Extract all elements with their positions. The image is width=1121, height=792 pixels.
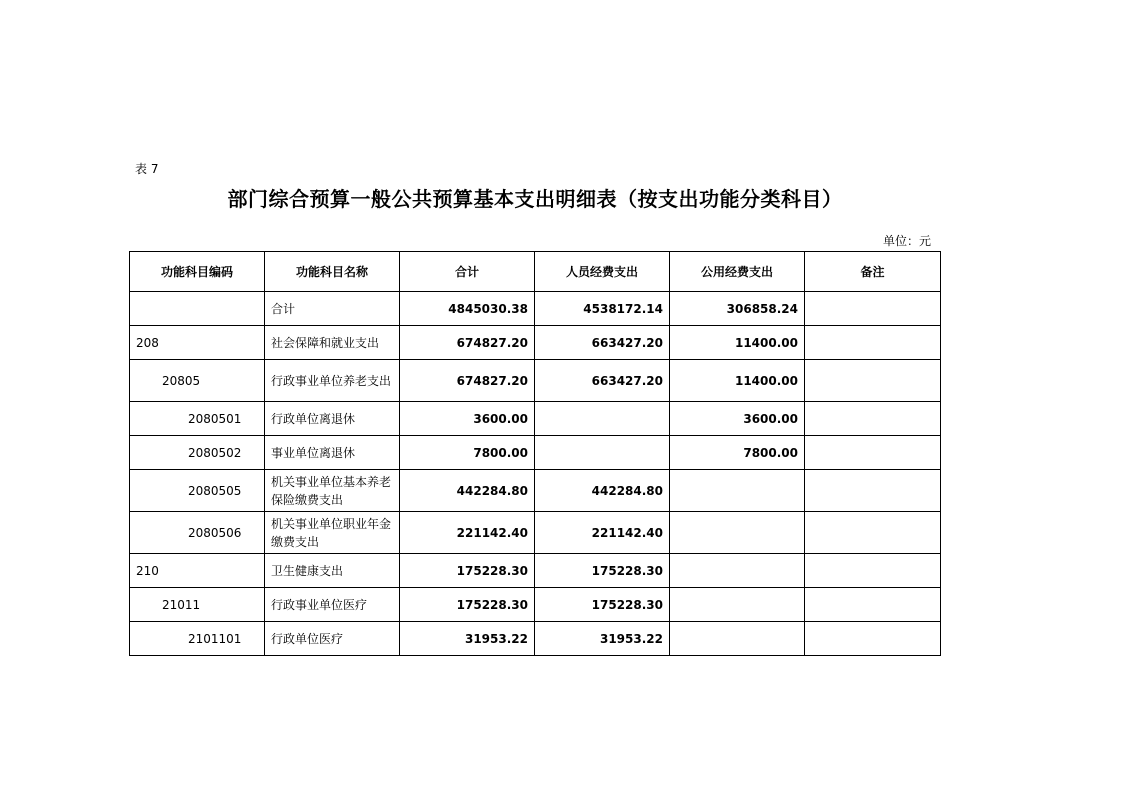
row-note xyxy=(805,588,941,622)
row-name: 行政单位离退休 xyxy=(265,402,400,436)
column-header-total: 合计 xyxy=(400,252,535,292)
row-code: 20805 xyxy=(130,360,265,402)
row-personnel xyxy=(535,436,670,470)
row-name: 合计 xyxy=(265,292,400,326)
table-header-row xyxy=(130,252,941,292)
row-code: 21011 xyxy=(130,588,265,622)
row-note xyxy=(805,470,941,512)
row-note xyxy=(805,436,941,470)
row-note xyxy=(805,292,941,326)
table-row xyxy=(130,360,941,402)
row-personnel: 221142.40 xyxy=(535,512,670,554)
row-total: 175228.30 xyxy=(400,588,535,622)
row-name: 事业单位离退休 xyxy=(265,436,400,470)
row-code: 2080506 xyxy=(130,512,265,554)
row-note xyxy=(805,554,941,588)
row-total: 31953.22 xyxy=(400,622,535,656)
row-name: 社会保障和就业支出 xyxy=(265,326,400,360)
row-code: 2101101 xyxy=(130,622,265,656)
row-note xyxy=(805,326,941,360)
row-code: 2080502 xyxy=(130,436,265,470)
row-name: 机关事业单位职业年金缴费支出 xyxy=(265,512,400,554)
row-public xyxy=(670,554,805,588)
row-total: 175228.30 xyxy=(400,554,535,588)
row-public: 306858.24 xyxy=(670,292,805,326)
row-total: 7800.00 xyxy=(400,436,535,470)
row-note xyxy=(805,402,941,436)
row-public: 3600.00 xyxy=(670,402,805,436)
table-row-total xyxy=(130,292,941,326)
unit-label: 单位：元 xyxy=(882,234,931,248)
row-note xyxy=(805,622,941,656)
row-total: 221142.40 xyxy=(400,512,535,554)
budget-detail-table xyxy=(129,251,941,656)
row-total: 3600.00 xyxy=(400,402,535,436)
row-code: 210 xyxy=(130,554,265,588)
row-personnel: 175228.30 xyxy=(535,588,670,622)
table-row xyxy=(130,402,941,436)
table-row xyxy=(130,470,941,512)
row-public xyxy=(670,622,805,656)
row-code xyxy=(130,292,265,326)
table-row xyxy=(130,512,941,554)
column-header-name: 功能科目名称 xyxy=(265,252,400,292)
row-total: 4845030.38 xyxy=(400,292,535,326)
row-name: 卫生健康支出 xyxy=(265,554,400,588)
row-personnel: 4538172.14 xyxy=(535,292,670,326)
table-row xyxy=(130,622,941,656)
row-personnel: 442284.80 xyxy=(535,470,670,512)
row-note xyxy=(805,360,941,402)
table-row xyxy=(130,554,941,588)
row-name: 行政事业单位医疗 xyxy=(265,588,400,622)
column-header-public: 公用经费支出 xyxy=(670,252,805,292)
row-total: 674827.20 xyxy=(400,326,535,360)
row-public xyxy=(670,588,805,622)
row-code: 208 xyxy=(130,326,265,360)
row-personnel: 663427.20 xyxy=(535,360,670,402)
row-total: 442284.80 xyxy=(400,470,535,512)
row-public: 11400.00 xyxy=(670,326,805,360)
document-title: 部门综合预算一般公共预算基本支出明细表（按支出功能分类科目） xyxy=(227,187,843,211)
column-header-code: 功能科目编码 xyxy=(130,252,265,292)
row-name: 机关事业单位基本养老保险缴费支出 xyxy=(265,470,400,512)
row-personnel: 175228.30 xyxy=(535,554,670,588)
row-code: 2080505 xyxy=(130,470,265,512)
table-number-label: 表 7 xyxy=(135,162,159,176)
table-row xyxy=(130,588,941,622)
row-personnel: 663427.20 xyxy=(535,326,670,360)
row-public xyxy=(670,512,805,554)
table-row xyxy=(130,326,941,360)
row-public: 7800.00 xyxy=(670,436,805,470)
row-name: 行政单位医疗 xyxy=(265,622,400,656)
row-note xyxy=(805,512,941,554)
row-public: 11400.00 xyxy=(670,360,805,402)
table-row xyxy=(130,436,941,470)
row-total: 674827.20 xyxy=(400,360,535,402)
row-public xyxy=(670,470,805,512)
row-name: 行政事业单位养老支出 xyxy=(265,360,400,402)
row-personnel: 31953.22 xyxy=(535,622,670,656)
column-header-note: 备注 xyxy=(805,252,941,292)
row-personnel xyxy=(535,402,670,436)
column-header-personnel: 人员经费支出 xyxy=(535,252,670,292)
row-code: 2080501 xyxy=(130,402,265,436)
